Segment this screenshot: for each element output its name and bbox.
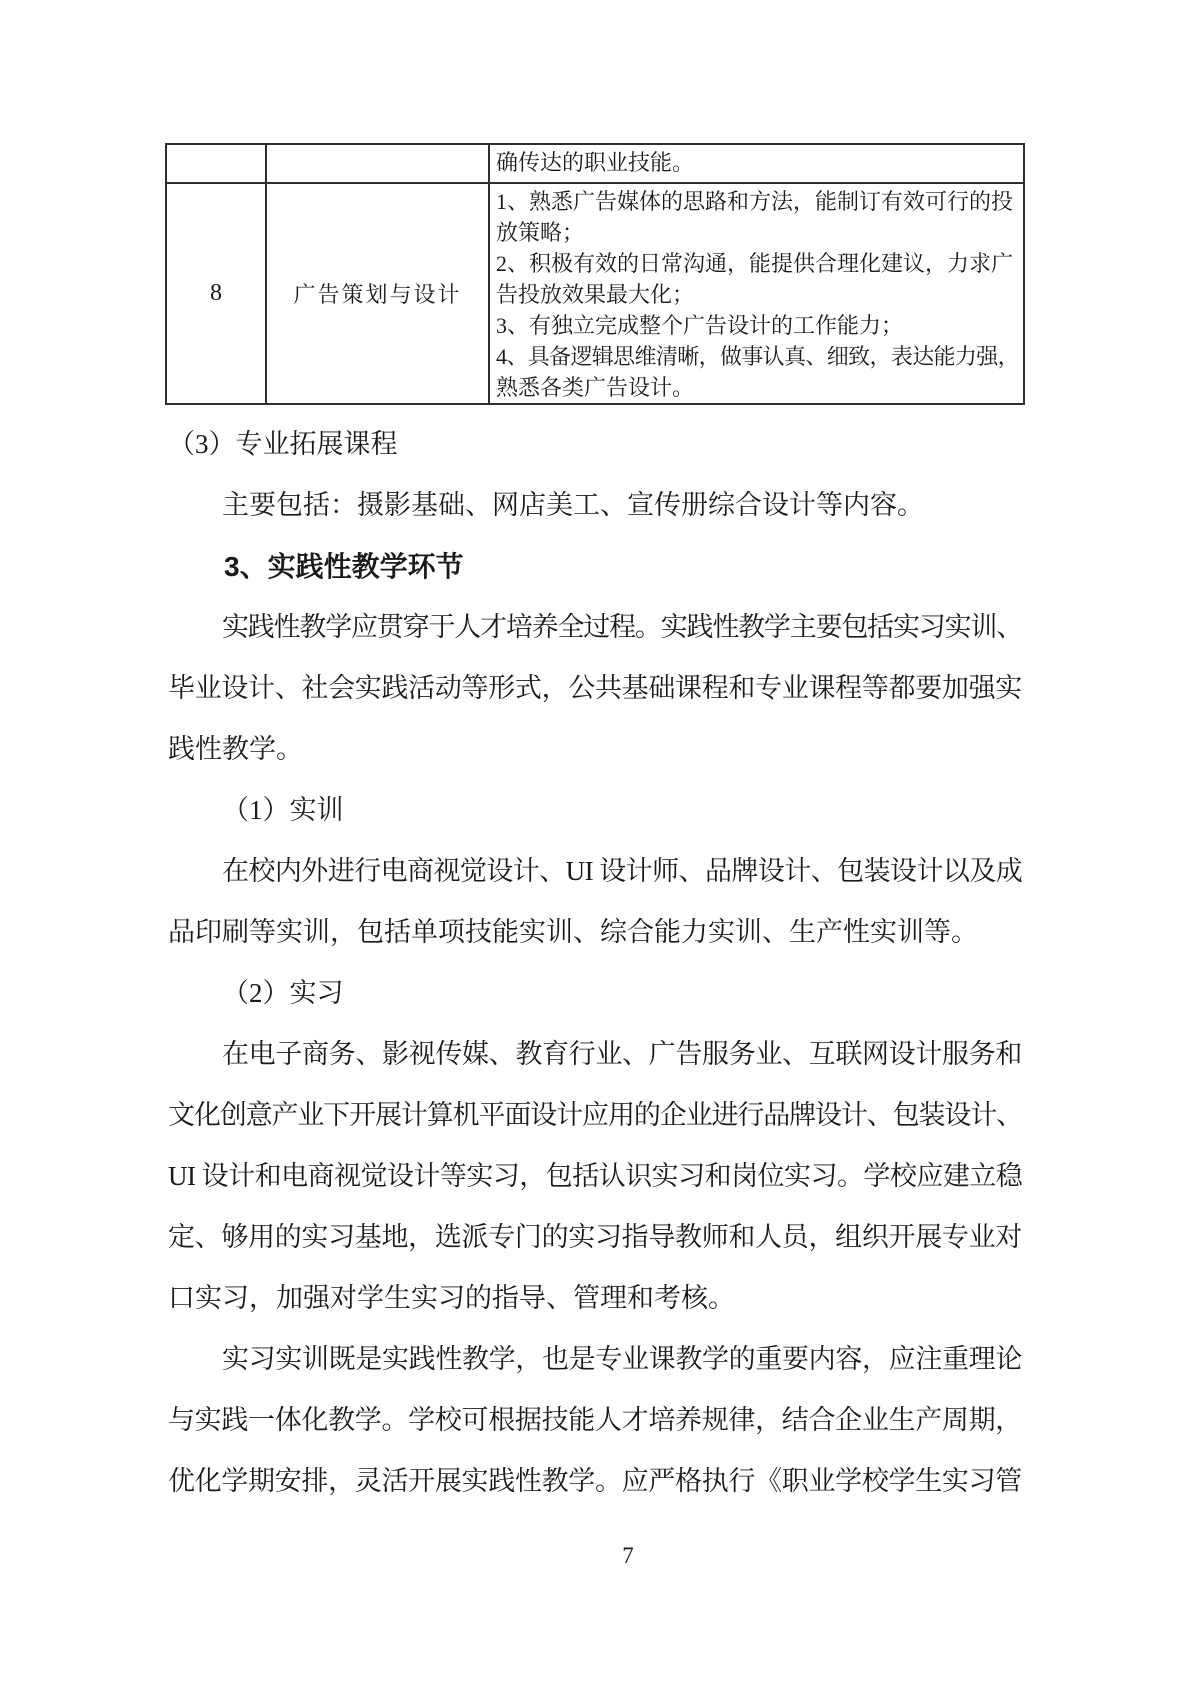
- bold-heading: 3、实践性教学环节: [224, 551, 464, 582]
- course-requirements-table: [165, 143, 1025, 405]
- cell-requirements: [489, 183, 1024, 404]
- requirement-line: 4、具备逻辑思维清晰，做事认真、细致，表达能力强，: [496, 344, 1019, 369]
- cell-course-name: [266, 144, 489, 183]
- page-number: 7: [622, 1543, 634, 1568]
- text-line: 定、够用的实习基地，选派专门的实习指导教师和人员，组织开展专业对: [168, 1222, 1022, 1252]
- text-line: 文化创意产业下开展计算机平面设计应用的企业进行品牌设计、包装设计、: [168, 1100, 1022, 1130]
- text-line: （2）实习: [222, 978, 344, 1008]
- text-line: 在校内外进行电商视觉设计、UI 设计师、品牌设计、包装设计以及成: [222, 856, 1023, 886]
- text-line: 在电子商务、影视传媒、教育行业、广告服务业、互联网设计服务和: [222, 1039, 1022, 1069]
- text-line: 践性教学。: [168, 734, 303, 764]
- text-line: UI 设计和电商视觉设计等实习，包括认识实习和岗位实习。学校应建立稳: [168, 1161, 1023, 1191]
- requirement-line: 2、积极有效的日常沟通，能提供合理化建议，力求广: [496, 251, 1014, 276]
- cell-course-name: 广告策划与设计: [266, 183, 489, 404]
- text-line: 实习实训既是实践性教学，也是专业课教学的重要内容，应注重理论: [222, 1344, 1022, 1374]
- text-line: 品印刷等实训，包括单项技能实训、综合能力实训、生产性实训等。: [168, 917, 978, 947]
- section-heading: （3）专业拓展课程: [168, 429, 398, 459]
- text-line: 毕业设计、社会实践活动等形式，公共基础课程和专业课程等都要加强实: [168, 673, 1022, 703]
- course-table-body: [166, 144, 1024, 404]
- requirement-line: 熟悉各类广告设计。: [496, 375, 695, 400]
- text-line: 与实践一体化教学。学校可根据技能人才培养规律，结合企业生产周期，: [168, 1405, 1022, 1435]
- cell-index: 8: [166, 183, 266, 404]
- requirement-line: 1、熟悉广告媒体的思路和方法，能制订有效可行的投: [496, 189, 1014, 214]
- table-row: [166, 144, 1024, 183]
- document-body: [168, 414, 1022, 1512]
- text-line: 主要包括：摄影基础、网店美工、宣传册综合设计等内容。: [222, 490, 924, 520]
- cell-index: [166, 144, 266, 183]
- text-line: 口实习，加强对学生实习的指导、管理和考核。: [168, 1283, 735, 1313]
- requirement-line: 3、有独立完成整个广告设计的工作能力；: [496, 313, 904, 338]
- requirement-line: 确传达的职业技能。: [496, 150, 695, 175]
- requirement-line: 告投放效果最大化；: [496, 282, 695, 307]
- requirement-line: 放策略；: [496, 220, 585, 245]
- text-line: 优化学期安排，灵活开展实践性教学。应严格执行《职业学校学生实习管: [168, 1466, 1022, 1496]
- text-line: （1）实训: [222, 795, 344, 825]
- cell-requirements: [489, 144, 1024, 183]
- table-row: [166, 183, 1024, 404]
- text-line: 实践性教学应贯穿于人才培养全过程。实践性教学主要包括实习实训、: [222, 612, 1022, 642]
